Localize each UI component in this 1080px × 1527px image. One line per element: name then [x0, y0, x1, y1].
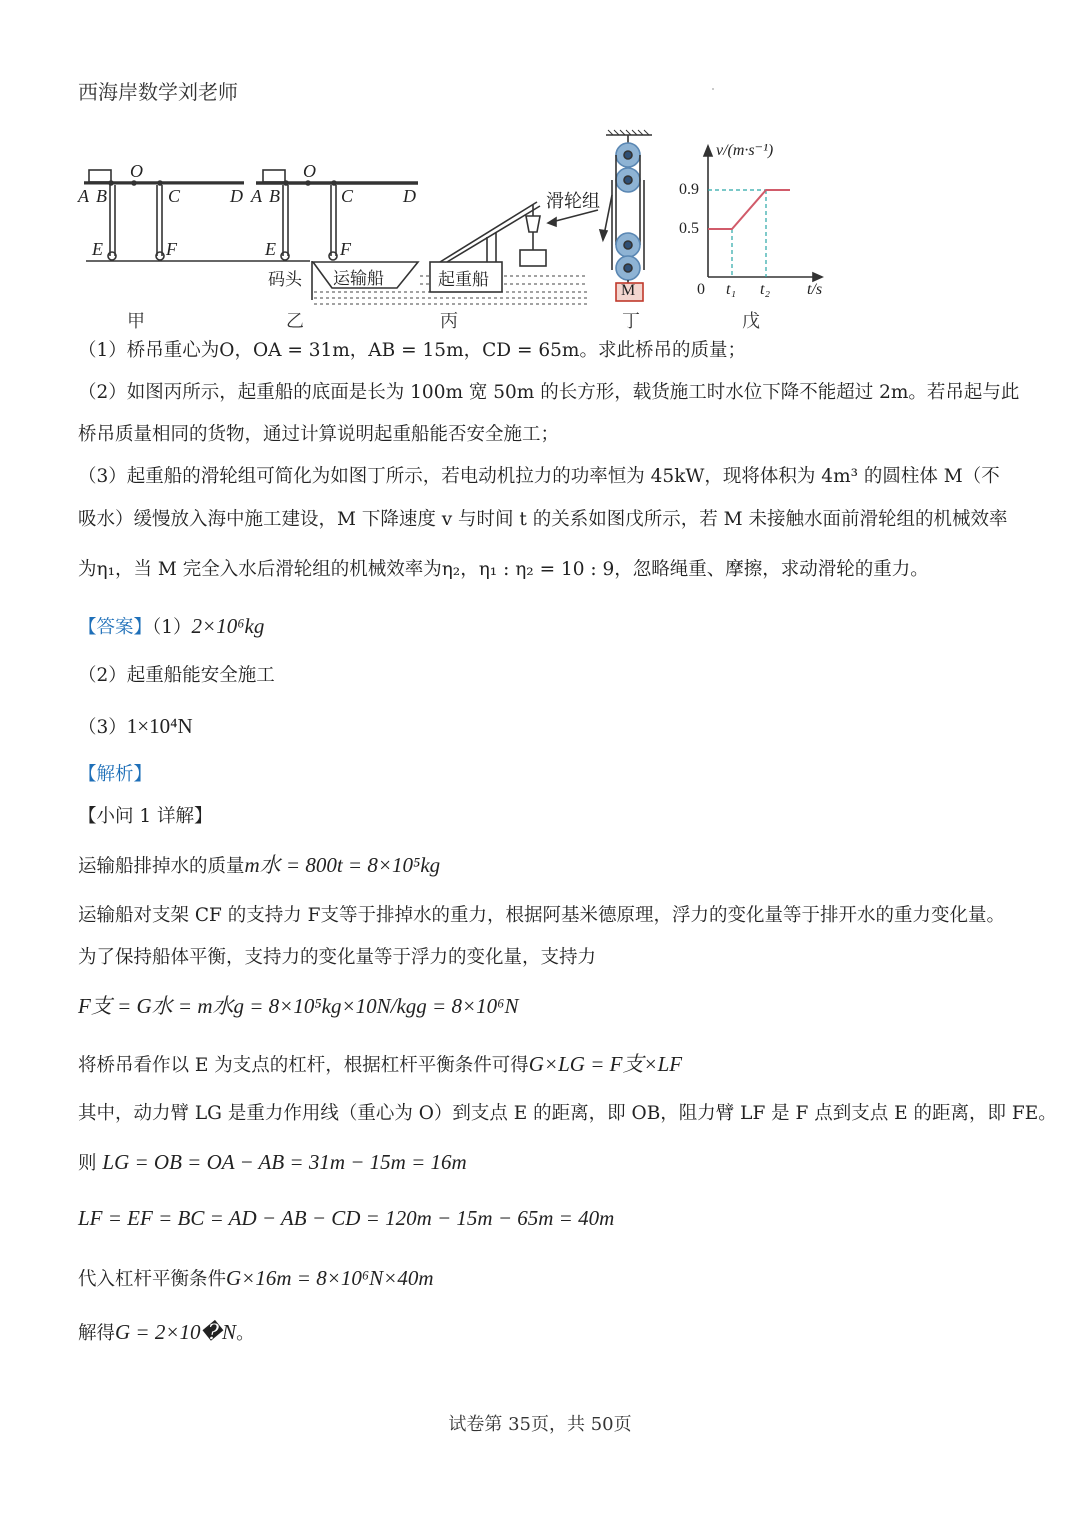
label-A: A: [78, 186, 89, 206]
answer-3-prefix: （3）: [78, 717, 127, 738]
question-2-line-2: 桥吊质量相同的货物，通过计算说明起重船能否安全施工；: [78, 424, 560, 445]
analysis-line-5-text: 将桥吊看作以 E 为支点的杠杆，根据杠杆平衡条件可得: [78, 1055, 529, 1076]
label-transport-ship: 运输船: [333, 269, 384, 289]
question-3-line-2: 吸水）缓慢放入海中施工建设，M 下降速度 v 与时间 t 的关系如图戊所示，若 M 未接触水面前滑轮组的机械效率: [78, 509, 1008, 530]
answer-tag: 【答案】: [78, 617, 153, 638]
analysis-line-10-math: G = 2×10�N: [115, 1320, 237, 1344]
answer-1-prefix: （1）: [152, 617, 192, 638]
analysis-line-1-text: 运输船排掉水的质量: [78, 856, 245, 877]
answer-line-3: [78, 711, 193, 743]
caption-jia: 甲: [127, 311, 145, 332]
label-E-2: E: [265, 239, 276, 259]
caption-wu: 戊: [742, 311, 760, 332]
analysis-line-7: [78, 1147, 467, 1179]
label-C-2: C: [341, 186, 354, 206]
answer-1-value: 2×10⁶kg: [191, 614, 265, 638]
analysis-line-6: 其中，动力臂 LG 是重力作用线（重心为 O）到支点 E 的距离，即 OB，阻力臂 LF 是 F 点到支点 E 的距离，即 FE。: [78, 1103, 1057, 1124]
page-footer: 试卷第 35页，共 50页: [448, 1414, 632, 1435]
question-2-line-1: （2）如图丙所示，起重船的底面是长为 100m 宽 50m 的长方形，载货施工时水位下降不能超过 2m。若吊起与此: [78, 382, 1020, 403]
answer-line-1: [78, 611, 264, 643]
label-D: D: [230, 186, 243, 206]
analysis-line-10-text: 解得: [78, 1323, 116, 1344]
label-F-2: F: [340, 239, 351, 259]
question-3-line-3: 为η₁，当 M 完全入水后滑轮组的机械效率为η₂，η₁ : η₂ = 10 : 9，忽略绳重、摩擦，求动滑轮的重力。: [78, 559, 929, 580]
caption-bing: 丙: [440, 311, 458, 332]
label-A-2: A: [251, 186, 262, 206]
question-1: （1）桥吊重心为O，OA = 31m，AB = 15m，CD = 65m。求此桥吊的质量；: [78, 340, 746, 361]
caption-yi: 乙: [286, 311, 304, 332]
caption-ding: 丁: [622, 311, 640, 332]
figure-wu-graph: [704, 146, 822, 281]
analysis-line-4-math: F支 = G水 = m水g = 8×10⁵kg×10N/kgg = 8×10⁶N: [78, 994, 519, 1018]
analysis-sub-1: 【小问 1 详解】: [78, 806, 213, 827]
analysis-line-8-math: LF = EF = BC = AD − AB − CD = 120m − 15m − 65m = 40m: [78, 1206, 615, 1230]
speck: [712, 88, 714, 90]
label-C: C: [168, 186, 181, 206]
answer-3-value: 1×10⁴N: [126, 714, 193, 738]
graph-ytick-0.5: 0.5: [679, 220, 699, 237]
graph-t1: t₁: [726, 281, 737, 298]
graph-xlabel: t/s: [807, 281, 823, 298]
analysis-tag: 【解析】: [78, 764, 153, 785]
graph-ylabel: v/(m·s⁻¹): [716, 142, 774, 159]
analysis-line-9: [78, 1263, 434, 1295]
label-M: M: [621, 282, 636, 299]
analysis-line-7-math: LG = OB = OA − AB = 31m − 15m = 16m: [102, 1150, 467, 1174]
graph-origin: 0: [697, 281, 705, 298]
label-pulley-group: 滑轮组: [546, 191, 600, 212]
label-O: O: [130, 161, 143, 181]
label-B-2: B: [269, 186, 280, 206]
label-D-2: D: [403, 186, 416, 206]
analysis-line-5-math: G×LG = F支×LF: [528, 1052, 683, 1076]
label-F: F: [166, 239, 177, 259]
question-3-line-1: （3）起重船的滑轮组可简化为如图丁所示，若电动机拉力的功率恒为 45kW，现将体积为 4m³ 的圆柱体 M（不: [78, 466, 1000, 487]
label-wharf: 码头: [268, 270, 302, 290]
page-header-title: 西海岸数学刘老师: [78, 80, 238, 104]
graph-ytick-0.9: 0.9: [679, 181, 699, 198]
analysis-line-2: 运输船对支架 CF 的支持力 F支等于排掉水的重力，根据阿基米德原理，浮力的变化量等于排开水的重力变化量。: [78, 905, 1005, 926]
figure-ding: [600, 130, 652, 301]
analysis-line-5: [78, 1049, 682, 1081]
analysis-line-10-end: 。: [236, 1323, 255, 1344]
trolley-box: [89, 170, 111, 182]
label-crane-ship: 起重船: [438, 270, 489, 290]
label-O-2: O: [303, 161, 316, 181]
label-E: E: [92, 239, 103, 259]
analysis-line-7-text: 则: [78, 1153, 97, 1174]
analysis-line-9-math: G×16m = 8×10⁶N×40m: [226, 1266, 434, 1290]
analysis-line-9-text: 代入杠杆平衡条件: [78, 1269, 227, 1290]
analysis-line-1-math: m水 = 800t = 8×10⁵kg: [244, 853, 441, 877]
graph-t2: t₂: [760, 281, 771, 298]
analysis-line-1: [78, 850, 440, 882]
analysis-line-3: 为了保持船体平衡，支持力的变化量等于浮力的变化量，支持力: [78, 947, 597, 968]
v-t-line: [708, 190, 790, 229]
analysis-line-10: [78, 1317, 255, 1349]
answer-2: （2）起重船能安全施工: [78, 665, 275, 686]
label-B: B: [96, 186, 107, 206]
